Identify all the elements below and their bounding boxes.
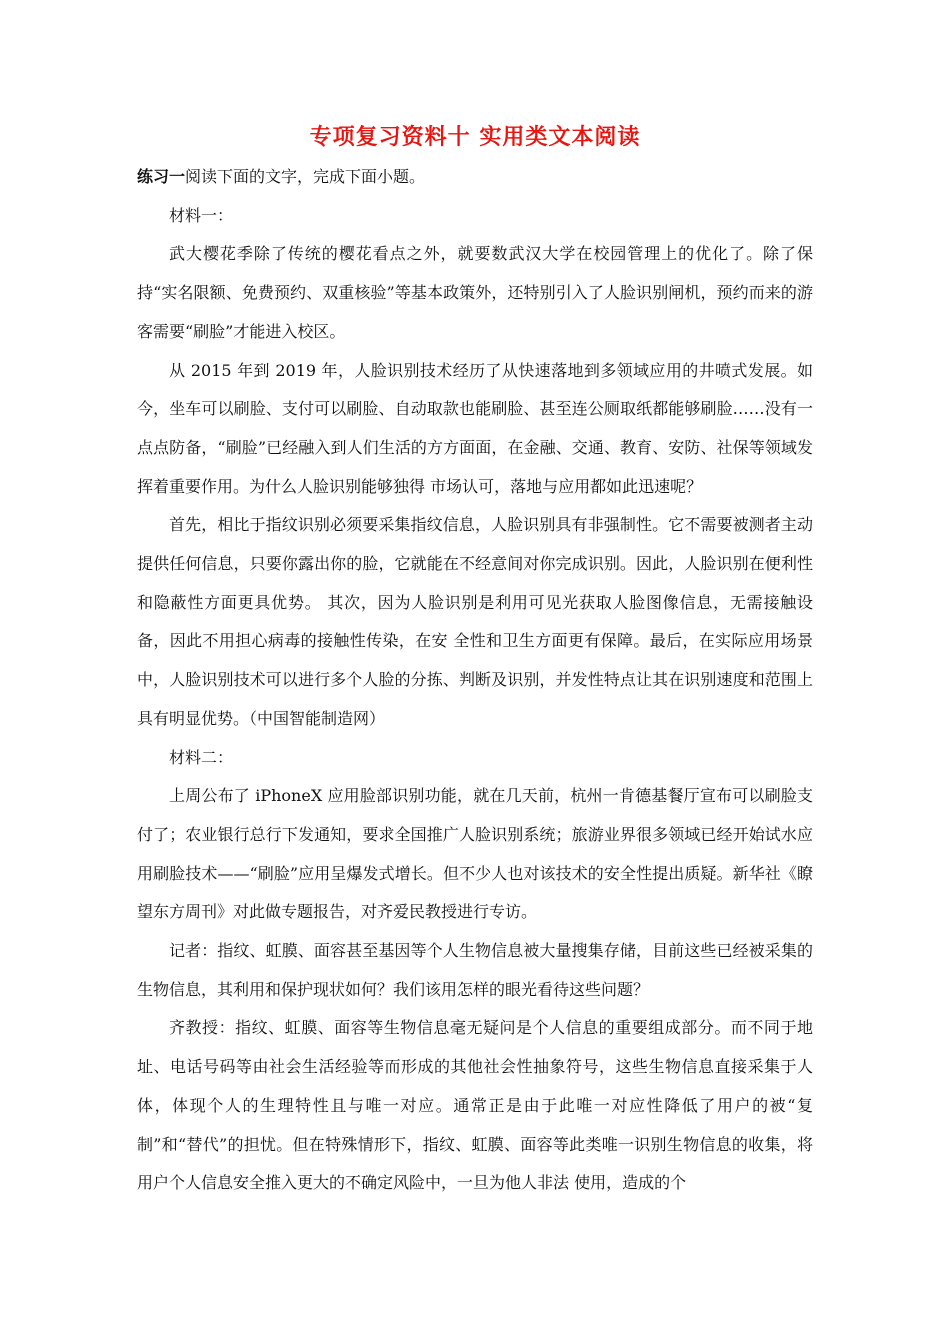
- paragraph: 首先，相比于指纹识别必须要采集指纹信息，人脸识别具有非强制性。它不需要被测者主动提供任何信息，只要你露出你的脸，它就能在不经意间对你完成识别。因此，人脸识别在便利性和隐蔽性方面更具优势。 其次，因为人脸识别是利用可见光获取人脸图像信息，无需接触设备，因此不用担心病毒的接触性传染，在安 全性和卫生方面更有保障。最后，在实际应用场景中，人脸识别技术可以进行多个人脸的分拣、判断及识别，并发性特点让其在识别速度和范围上具有明显优势。（中国智能制造网）: [137, 515, 813, 728]
- exercise-label: 练习一: [137, 167, 186, 186]
- material-one-label: 材料一：: [169, 205, 234, 225]
- paragraph: 武大樱花季除了传统的樱花看点之外，就要数武汉大学在校园管理上的优化了。除了保持“实名限额、免费预约、双重核验”等基本政策外，还特别引入了人脸识别闸机，预约而来的游客需要“刷脸”才能进入校区。: [137, 244, 813, 341]
- exercise-heading: [137, 158, 813, 197]
- material-two-label: 材料二：: [169, 747, 234, 767]
- paragraph: 从 2015 年到 2019 年，人脸识别技术经历了从快速落地到多领域应用的井喷式发展。如今，坐车可以刷脸、支付可以刷脸、自动取款也能刷脸、甚至连公厕取纸都能够刷脸……没有一点点防备，“刷脸”已经融入到人们生活的方方面面，在金融、交通、教育、安防、社保等领域发挥着重要作用。为什么人脸识别能够独得 市场认可，落地与应用都如此迅速呢？: [137, 360, 813, 496]
- exercise-instruction: 阅读下面的文字，完成下面小题。: [185, 167, 426, 186]
- document-title: 专项复习资料十 实用类文本阅读: [309, 124, 641, 150]
- document-body: [137, 158, 813, 1203]
- paragraph: 齐教授：指纹、虹膜、面容等生物信息毫无疑问是个人信息的重要组成部分。而不同于地址、电话号码等由社会生活经验等而形成的其他社会性抽象符号，这些生物信息直接采集于人体，体现个人的生理特性且与唯一对应。通常正是由于此唯一对应性降低了用户的被“复制”和“替代”的担忧。但在特殊情形下，指纹、虹膜、面容等此类唯一识别生物信息的收集，将用户个人信息安全推入更大的不确定风险中，一旦为他人非法 使用，造成的个: [137, 1018, 813, 1193]
- paragraph: 记者：指纹、虹膜、面容甚至基因等个人生物信息被大量搜集存储，目前这些已经被采集的生物信息，其利用和保护现状如何？我们该用怎样的眼光看待这些问题？: [137, 941, 813, 999]
- paragraph: 上周公布了 iPhoneX 应用脸部识别功能，就在几天前，杭州一肯德基餐厅宣布可以刷脸支付了；农业银行总行下发通知，要求全国推广人脸识别系统；旅游业界很多领域已经开始试水应用刷脸技术——“刷脸”应用呈爆发式增长。但不少人也对该技术的安全性提出质疑。新华社《瞭望东方周刊》对此做专题报告，对齐爱民教授进行专访。: [137, 786, 813, 922]
